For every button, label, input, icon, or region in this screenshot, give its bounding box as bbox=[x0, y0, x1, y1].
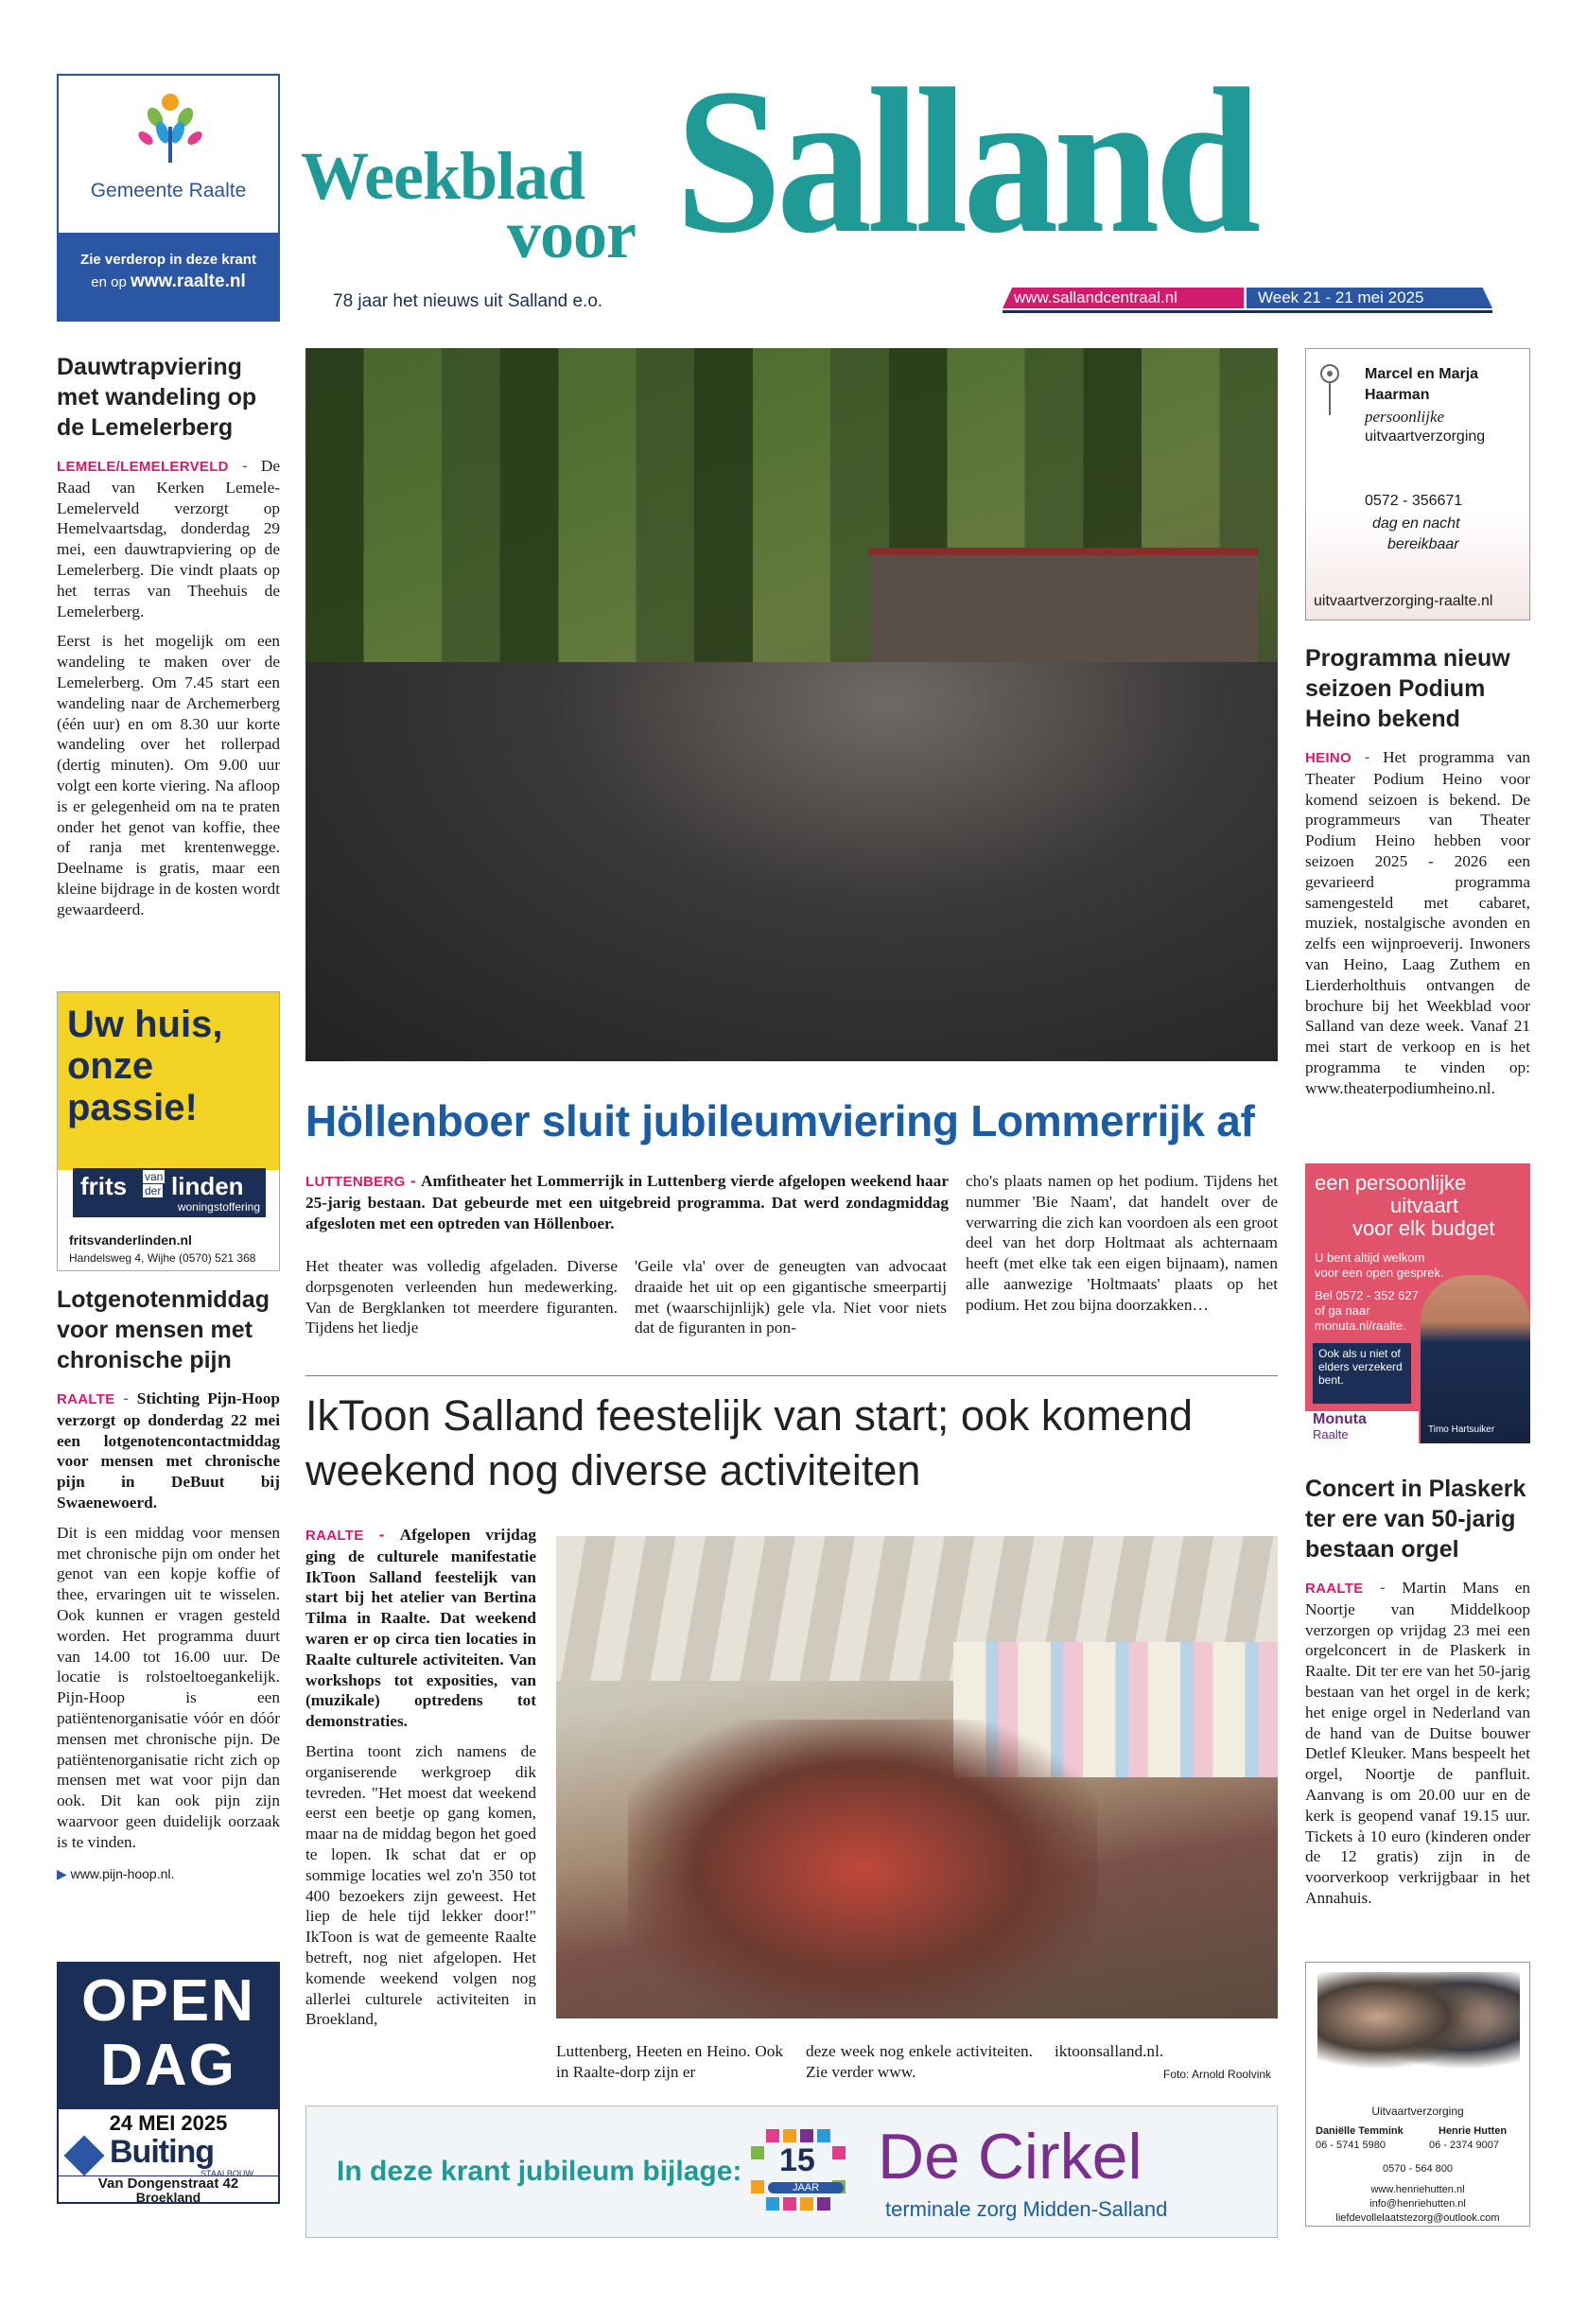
right-article1-lead: Het programma van Theater Podium Heino voor komend seizoen is bekend. De programmeurs van Theater Podium Heino hebben voor seizoen 2025 - 2026 een gevarieerd programma samengesteld met cabaret, muziek, nostalgische avonden en zelfs een wijnproeverij. Inwoners van Heino, Laag Zuthem en Lierderholthuis ontvangen de brochure bij het Weekblad voor Salland van deze week. Vanaf 21 mei start de verkoop en is het programma te vinden op: www.theaterpodiumheino.nl. bbox=[1305, 748, 1531, 1097]
monuta-call1: Bel 0572 - 352 627 bbox=[1315, 1288, 1419, 1302]
monuta-welcome2: voor een open gesprek. bbox=[1315, 1266, 1444, 1280]
frits-logo bbox=[73, 1168, 266, 1217]
masthead-info-bar bbox=[1003, 288, 1494, 314]
main-lead: Amfitheater het Lommerrijk in Luttenberg vierde afgelopen weekend haar 25-jarig bestaan. Dat gebeurde met een uitgebreid programma. Dat werd zondagmiddag afgesloten met een optreden van Höllenboer. bbox=[305, 1172, 949, 1232]
monuta-ad[interactable] bbox=[1305, 1163, 1530, 1443]
frits-ad[interactable] bbox=[57, 991, 280, 1271]
left-article1-lead: De Raad van Kerken Lemele-Lemelerveld verzorgt op Hemelvaartsdag, donderdag 29 mei, een dauwtrapviering op de Lemelerberg. Die vindt plaats op het terras van Theehuis de Lemelerberg. bbox=[57, 457, 280, 620]
second-bottom3: iktoonsalland.nl. bbox=[1055, 2042, 1164, 2060]
dash: - bbox=[1363, 1578, 1403, 1597]
right-article1-lead-para bbox=[1305, 747, 1530, 1099]
left-article1-location: LEMELE/LEMELERVELD bbox=[57, 459, 229, 475]
frits-brand2: linden bbox=[171, 1172, 244, 1200]
arrow-right-icon: ▶ bbox=[57, 1865, 67, 1881]
left-column bbox=[57, 352, 280, 920]
photo2-people bbox=[628, 1720, 1097, 2018]
dash: - bbox=[1352, 747, 1384, 766]
left-column-2 bbox=[57, 1284, 280, 1882]
info-bar-underline bbox=[1003, 310, 1492, 313]
open-dag-address1: Van Dongenstraat 42 bbox=[97, 2175, 239, 2192]
cirkel-15: 15 bbox=[779, 2142, 815, 2178]
masthead-week: Week 21 - 21 mei 2025 bbox=[1258, 288, 1424, 306]
hutten-title: Uitvaartverzorging bbox=[1371, 2105, 1464, 2118]
left-article2-location: RAALTE bbox=[57, 1391, 115, 1407]
second-location: RAALTE bbox=[305, 1528, 364, 1544]
photo-credit: Foto: Arnold Roolvink bbox=[1163, 2068, 1272, 2081]
haarman-note1: dag en nacht bbox=[1372, 515, 1460, 532]
haarman-phone: 0572 - 356671 bbox=[1365, 493, 1463, 509]
second-lead-para bbox=[305, 1525, 536, 1732]
dash: - bbox=[405, 1171, 421, 1190]
open-dag-line1: OPEN bbox=[81, 1968, 255, 2034]
gemeente-line2-prefix: en op bbox=[91, 274, 127, 290]
masthead-weekblad: Weekblad bbox=[301, 138, 585, 214]
main-col2: 'Geile vla' over de geneugten van advocaat draaide het uit op een gigantische smeerpartij met (waarschijnlijk) gele vla. Niet voor niets dat de figuranten in pon- bbox=[635, 1257, 947, 1337]
monuta-city: Raalte bbox=[1313, 1427, 1349, 1442]
dash: - bbox=[114, 1389, 137, 1407]
de-cirkel-banner[interactable] bbox=[305, 2106, 1278, 2238]
gemeente-line2 bbox=[59, 271, 278, 292]
monuta-insurance-box bbox=[1313, 1343, 1411, 1404]
left-article1-title: Dauwtrapviering met wandeling op de Lemelerberg bbox=[57, 354, 257, 441]
monuta-welcome1: U bent altijd welkom bbox=[1315, 1250, 1425, 1265]
masthead-url[interactable]: www.sallandcentraal.nl bbox=[1014, 288, 1177, 306]
right-column-2 bbox=[1305, 1474, 1530, 1909]
frits-sub: woningstoffering bbox=[177, 1200, 260, 1214]
haarman-url[interactable]: uitvaartverzorging-raalte.nl bbox=[1314, 593, 1493, 609]
main-headline: Höllenboer sluit jubileumviering Lommerrijk af bbox=[305, 1096, 1255, 1145]
right-article2-lead: Martin Mans en Noortje van Middelkoop verzorgen op vrijdag 23 mei een orgelconcert in de Plaskerk in Raalte. Dit ter ere van het 50-jarig bestaan van het orgel in de kerk; het enige orgel in Nederland van de hand van de Duitse bouwer Detlef Kleuker. Mans bespeelt het orgel, Noortje de panfluit. Aanvang is om 20.00 uur en de kerk is geopend vanaf 19.15 uur. Tickets à 10 euro (kinderen onder de 12 gratis) zijn in de voorverkoop verkrijgbaar in het Annahuis. bbox=[1305, 1579, 1531, 1907]
open-dag-ad[interactable] bbox=[57, 1962, 280, 2204]
main-location: LUTTENBERG bbox=[305, 1174, 406, 1190]
hutten-office: 0570 - 564 800 bbox=[1382, 2163, 1453, 2175]
monuta-person-photo bbox=[1421, 1275, 1530, 1443]
monuta-brand: Monuta bbox=[1313, 1411, 1367, 1427]
gemeente-logo-icon bbox=[134, 89, 206, 166]
buiting-sub: STAALBOUW bbox=[201, 2169, 253, 2178]
open-dag-line2: DAG bbox=[100, 2033, 236, 2098]
second-bottom2: deze week nog enkele activiteiten. Zie verder www. bbox=[806, 2042, 1033, 2081]
monuta-ins2: elders verzekerd bbox=[1318, 1360, 1403, 1373]
cirkel-jaar: JAAR bbox=[768, 2182, 844, 2193]
flower-icon bbox=[1316, 362, 1344, 417]
monuta-call2: of ga naar bbox=[1315, 1303, 1370, 1318]
frits-address: Handelsweg 4, Wijhe (0570) 521 368 bbox=[69, 1251, 256, 1265]
dash: - bbox=[228, 456, 261, 475]
gemeente-name: Gemeente Raalte bbox=[90, 180, 247, 201]
left-article2-link[interactable]: www.pijn-hoop.nl. bbox=[70, 1865, 175, 1881]
left-article2-body: Dit is een middag voor mensen met chronische pijn om onder het genot van een kopje koffie of thee, ervaringen uit te wisselen. Ook kunnen er vragen gesteld worden. Het programma duurt van 14.00 tot 16.00 uur. De locatie is rolstoeltoegankelijk. Pijn-Hoop is een patiëntenorganisatie vóór en dóór mensen met chronische pijn. De patiëntenorganisatie richt zich op mensen met wat voor pijn dan ook. Dit kan ook pijn zijn waarvoor geen duidelijk oorzaak is te vinden. bbox=[57, 1523, 280, 1851]
hutten-mail2[interactable]: liefdevollelaatstezorg@outlook.com bbox=[1335, 2212, 1500, 2224]
monuta-call3[interactable]: monuta.nl/raalte. bbox=[1315, 1319, 1406, 1333]
monuta-ins3: bent. bbox=[1318, 1373, 1344, 1387]
masthead-tagline: 78 jaar het nieuws uit Salland e.o. bbox=[333, 291, 603, 311]
hutten-p1-name: Daniëlle Temmink bbox=[1316, 2125, 1404, 2137]
main-col3: cho's plaats namen op het podium. Tijdens het nummer 'Bie Naam', dat handelt over de verwarring die zich kan voordoen als een groot deel van het dorp Holtmaat als achternaam heeft (met elke tak een eigen bijnaam), namen alle aanwezige 'Holtmaats' plaats op het podium. Het zou bijna doorzakken… bbox=[966, 1172, 1278, 1314]
right-article1-title: Programma nieuw seizoen Podium Heino bekend bbox=[1305, 645, 1510, 732]
open-dag-address2: Broekland bbox=[135, 2190, 201, 2205]
right-column-1 bbox=[1305, 643, 1530, 1099]
banner-text: In deze krant jubileum bijlage: bbox=[337, 2156, 742, 2187]
monuta-line1: een persoonlijke bbox=[1315, 1171, 1467, 1195]
frits-ad-headline: Uw huis, onze passie! bbox=[58, 992, 279, 1170]
haarman-note2: bereikbaar bbox=[1387, 536, 1459, 552]
monuta-line3: voor elk budget bbox=[1352, 1216, 1495, 1240]
open-dag-date: 24 MEI 2025 bbox=[109, 2111, 228, 2135]
buiting-logo-icon bbox=[64, 2136, 105, 2176]
frits-van: van bbox=[145, 1170, 164, 1183]
center-divider bbox=[305, 1375, 1278, 1376]
second-headline: IkToon Salland feestelijk van start; ook komend weekend nog diverse activiteiten bbox=[305, 1391, 1194, 1494]
gemeente-raalte-box[interactable] bbox=[57, 74, 280, 322]
second-bottom1: Luttenberg, Heeten en Heino. Ook in Raalte-dorp zijn er bbox=[556, 2042, 783, 2081]
open-dag-banner bbox=[59, 1964, 278, 2109]
buiting-brand: Buiting bbox=[110, 2134, 215, 2170]
hutten-p1-phone: 06 - 5741 5980 bbox=[1316, 2140, 1386, 2151]
frits-brand1: frits bbox=[80, 1172, 128, 1200]
masthead-salland: Salland bbox=[675, 45, 1256, 276]
left-article2-lead-para bbox=[57, 1389, 280, 1513]
right-article2-title: Concert in Plaskerk ter ere van 50-jarig bestaan orgel bbox=[1305, 1476, 1526, 1563]
haarman-service: uitvaartverzorging bbox=[1365, 428, 1486, 445]
main-article-body bbox=[305, 1171, 1278, 1337]
second-photo bbox=[556, 1536, 1278, 2018]
left-article2-link-row[interactable] bbox=[57, 1866, 280, 1882]
frits-der: der bbox=[145, 1184, 162, 1197]
monuta-line2: uitvaart bbox=[1390, 1194, 1459, 1217]
masthead-voor: voor bbox=[507, 197, 636, 272]
main-lead-para bbox=[305, 1171, 949, 1233]
right-article2-lead-para bbox=[1305, 1578, 1530, 1909]
right-article2-location: RAALTE bbox=[1305, 1581, 1364, 1597]
gemeente-link-bar[interactable] bbox=[59, 233, 278, 320]
dash: - bbox=[363, 1525, 400, 1544]
haarman-ad[interactable] bbox=[1305, 348, 1530, 620]
hutten-mail1[interactable]: info@henriehutten.nl bbox=[1369, 2198, 1466, 2210]
hutten-web[interactable]: www.henriehutten.nl bbox=[1370, 2184, 1465, 2195]
cirkel-brand: De Cirkel bbox=[878, 2121, 1142, 2193]
hutten-photo bbox=[1317, 1972, 1520, 2084]
haarman-script: persoonlijke bbox=[1365, 408, 1445, 426]
gemeente-url[interactable]: www.raalte.nl bbox=[130, 271, 246, 291]
monuta-ins1: Ook als u niet of bbox=[1318, 1347, 1401, 1360]
cirkel-brand-sub: terminale zorg Midden-Salland bbox=[885, 2197, 1168, 2221]
frits-url[interactable]: fritsvanderlinden.nl bbox=[69, 1232, 192, 1248]
main-photo bbox=[305, 348, 1278, 1061]
haarman-name2: Haarman bbox=[1365, 387, 1430, 403]
left-article1-body: Eerst is het mogelijk om een wandeling te maken over de Lemelerberg. Om 7.45 start een wandeling naar de Archemerberg (één uur) en om 8.30 uur korte wandeling over het rollerpad (dertig minuten). Om 9.00 uur volgt een korte viering. Na afloop is er gelegenheid om na te praten onder het genot van koffie, thee of ranja met krentenwegge. Deelname is gratis, maar een kleine bijdrage in de kosten wordt gewaardeerd. bbox=[57, 632, 280, 918]
open-dag-address bbox=[59, 2175, 278, 2205]
left-article1-lead-para bbox=[57, 456, 280, 621]
second-article-left bbox=[305, 1525, 536, 2030]
hutten-p2-phone: 06 - 2374 9007 bbox=[1429, 2140, 1500, 2151]
photo-audience bbox=[305, 662, 1278, 1061]
right-article1-location: HEINO bbox=[1305, 750, 1352, 766]
hutten-p2-name: Henrie Hutten bbox=[1439, 2125, 1508, 2137]
second-lead: Afgelopen vrijdag ging de culturele manifestatie IkToon Salland feestelijk van start bij het atelier van Bertina Tilma in Raalte. Dat weekend waren er op circa tien locaties in Raalte culturele activiteiten. Van workshops tot exposities, van (muzikale) optredens tot demonstraties. bbox=[305, 1526, 537, 1731]
left-article2-title: Lotgenotenmiddag voor mensen met chronische pijn bbox=[57, 1286, 270, 1373]
hutten-ad[interactable] bbox=[1305, 1962, 1530, 2227]
haarman-name1: Marcel en Marja bbox=[1365, 366, 1479, 382]
monuta-person: Timo Hartsuiker bbox=[1428, 1424, 1495, 1435]
main-col1: Het theater was volledig afgeladen. Diverse dorpsgenoten verleenden hun medewerking. Van de Bergklanken tot meerdere figuranten. Tijdens het liedje bbox=[305, 1257, 618, 1337]
second-body: Bertina toont zich namens de organiserende werkgroep dik tevreden. "Het moest dat weekend eerst een beetje op gang komen, maar na de middag begon het goed te lopen. Ik schat dat er op sommige locaties wel zo'n 350 tot 400 bezoekers zijn geweest. Het liep de hele tijd lekker door!" IkToon is wat de gemeente Raalte betreft, nog niet afgelopen. Het komende weekend volgen nog allerlei culturele activiteiten in Broekland, bbox=[305, 1741, 536, 2029]
left-article2-lead: Stichting Pijn-Hoop verzorgt op donderdag 22 mei een lotgenotencontactmiddag voor mensen met chronische pijn in DeBuut bij Swaenewoerd. bbox=[57, 1389, 281, 1511]
gemeente-line1: Zie verderop in deze krant bbox=[80, 252, 256, 268]
monuta-footer bbox=[1305, 1411, 1419, 1443]
